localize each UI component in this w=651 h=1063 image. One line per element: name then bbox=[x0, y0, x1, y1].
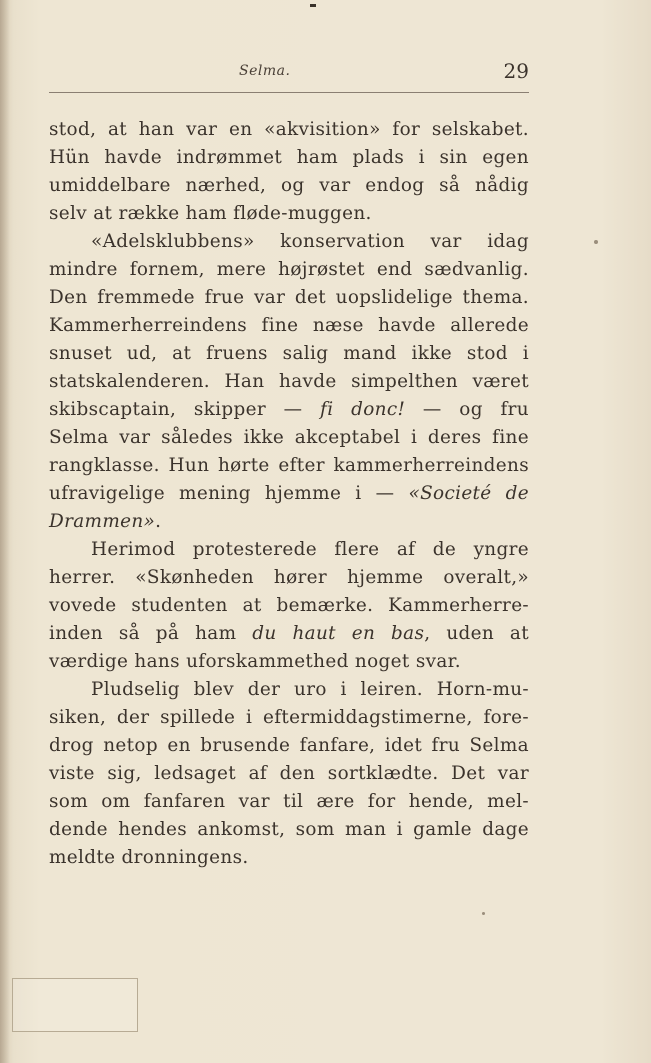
print-mark bbox=[310, 4, 316, 7]
page-number: 29 bbox=[503, 59, 529, 83]
text-line: skibscaptain, skipper — fi donc! — og fru bbox=[49, 399, 529, 420]
text-line: Drammen». bbox=[49, 511, 162, 532]
body-text bbox=[49, 116, 529, 872]
text-line: værdige hans uforskammethed noget svar. bbox=[49, 651, 461, 672]
italic-phrase: Drammen» bbox=[49, 511, 156, 532]
header-rule bbox=[49, 92, 529, 93]
text-line: herrer. «Skønheden hører hjemme overalt,» bbox=[49, 567, 529, 588]
text-line: dende hendes ankomst, som man i gamle dage bbox=[49, 819, 529, 840]
page-header bbox=[49, 55, 529, 91]
paper-fleck bbox=[482, 912, 485, 915]
text-line: rangklasse. Hun hørte efter kammerherreindens bbox=[49, 455, 529, 476]
italic-phrase: «Societé de bbox=[408, 483, 529, 504]
text-line: snuset ud, at fruens salig mand ikke stod i bbox=[49, 343, 529, 364]
text-line: vovede studenten at bemærke. Kammerherre- bbox=[49, 595, 529, 616]
italic-phrase: fi donc! bbox=[320, 399, 406, 420]
text-line: mindre fornem, mere højrøstet end sædvanlig. bbox=[49, 259, 529, 280]
text-line: meldte dronningens. bbox=[49, 847, 249, 868]
text-line: siken, der spillede i eftermiddagstimerne, fore- bbox=[49, 707, 529, 728]
text-line: ufravigelige mening hjemme i — «Societé de bbox=[49, 483, 529, 504]
text-line: umiddelbare nærhed, og var endog så nådig bbox=[49, 175, 529, 196]
paper-fleck bbox=[594, 240, 598, 244]
text-line: Pludselig blev der uro i leiren. Horn-mu- bbox=[91, 679, 529, 700]
text-line: stod, at han var en «akvisition» for selskabet. bbox=[49, 119, 529, 140]
text-line: Den fremmede frue var det uopslidelige thema. bbox=[49, 287, 529, 308]
text-line: «Adelsklubbens» konservation var idag bbox=[91, 231, 529, 252]
text-line: Selma var således ikke akceptabel i deres fine bbox=[49, 427, 529, 448]
text-line: drog netop en brusende fanfare, idet fru Selma bbox=[49, 735, 529, 756]
running-title: Selma. bbox=[239, 63, 291, 79]
text-line: selv at række ham fløde-muggen. bbox=[49, 203, 372, 224]
spine-shadow bbox=[0, 0, 10, 1063]
text-line: Herimod protesterede flere af de yngre bbox=[91, 539, 529, 560]
text-line: Hün havde indrømmet ham plads i sin egen bbox=[49, 147, 529, 168]
text-line: statskalenderen. Han havde simpelthen været bbox=[49, 371, 529, 392]
text-line: viste sig, ledsaget af den sortklædte. Det var bbox=[49, 763, 529, 784]
italic-phrase: du haut en bas bbox=[252, 623, 425, 644]
text-line: Kammerherreindens fine næse havde allerede bbox=[49, 315, 529, 336]
text-line: inden så på ham du haut en bas, uden at bbox=[49, 623, 529, 644]
library-label-outline bbox=[12, 978, 138, 1032]
text-line: som om fanfaren var til ære for hende, mel- bbox=[49, 791, 529, 812]
